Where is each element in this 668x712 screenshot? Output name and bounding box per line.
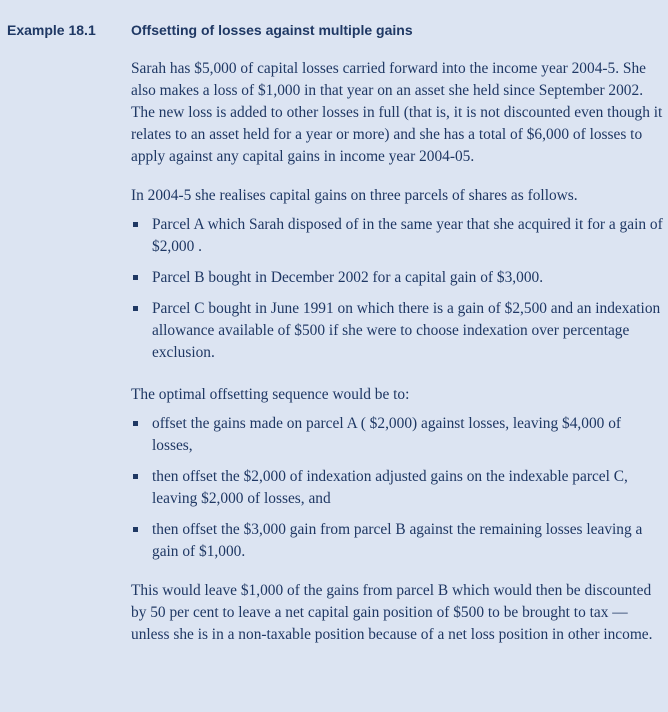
sequence-step-3: then offset the $3,000 gain from parcel B against the remaining losses leaving a gain of $1,000. <box>152 521 643 560</box>
bullet-icon <box>133 275 138 280</box>
example-title: Offsetting of losses against multiple gains <box>131 22 413 38</box>
bullet-icon <box>133 474 138 479</box>
parcel-a-text: Parcel A which Sarah disposed of in the same year that she acquired it for a gain of $2,000 . <box>152 216 663 255</box>
gains-intro-paragraph: In 2004-5 she realises capital gains on three parcels of shares as follows. <box>131 187 578 204</box>
bullet-icon <box>133 306 138 311</box>
parcels-list <box>131 214 663 364</box>
bullet-icon <box>133 527 138 532</box>
bullet-icon <box>133 222 138 227</box>
list-item <box>131 519 663 563</box>
conclusion-paragraph: This would leave $1,000 of the gains from parcel B which would then be discounted by 50 per cent to leave a net capital gain position of $500 to be brought to tax — unless she is in a non-taxable position because of a net loss position in other income. <box>131 582 653 643</box>
parcel-c-text: Parcel C bought in June 1991 on which there is a gain of $2,500 and an indexation allowance available of $500 if she were to choose indexation over percentage exclusion. <box>152 300 661 361</box>
example-label: Example 18.1 <box>7 22 96 38</box>
example-body <box>131 58 663 646</box>
list-item <box>131 413 663 457</box>
sequence-list <box>131 413 663 563</box>
parcel-b-text: Parcel B bought in December 2002 for a capital gain of $3,000. <box>152 269 544 286</box>
list-item <box>131 298 663 364</box>
sequence-step-2: then offset the $2,000 of indexation adjusted gains on the indexable parcel C, leaving $2,000 of losses, and <box>152 468 628 507</box>
bullet-icon <box>133 421 138 426</box>
list-item <box>131 267 663 289</box>
list-item <box>131 466 663 510</box>
sequence-intro-paragraph: The optimal offsetting sequence would be to: <box>131 386 410 403</box>
sequence-step-1: offset the gains made on parcel A ( $2,000) against losses, leaving $4,000 of losses, <box>152 415 622 454</box>
list-item <box>131 214 663 258</box>
intro-paragraph: Sarah has $5,000 of capital losses carried forward into the income year 2004-5. She also makes a loss of $1,000 in that year on an asset she held since September 2002. The new loss is added to other losses in full (that is, it is not discounted even though it relates to an asset held for a year or more) and she has a total of $6,000 of losses to apply against any capital gains in income year 2004-05. <box>131 60 663 165</box>
